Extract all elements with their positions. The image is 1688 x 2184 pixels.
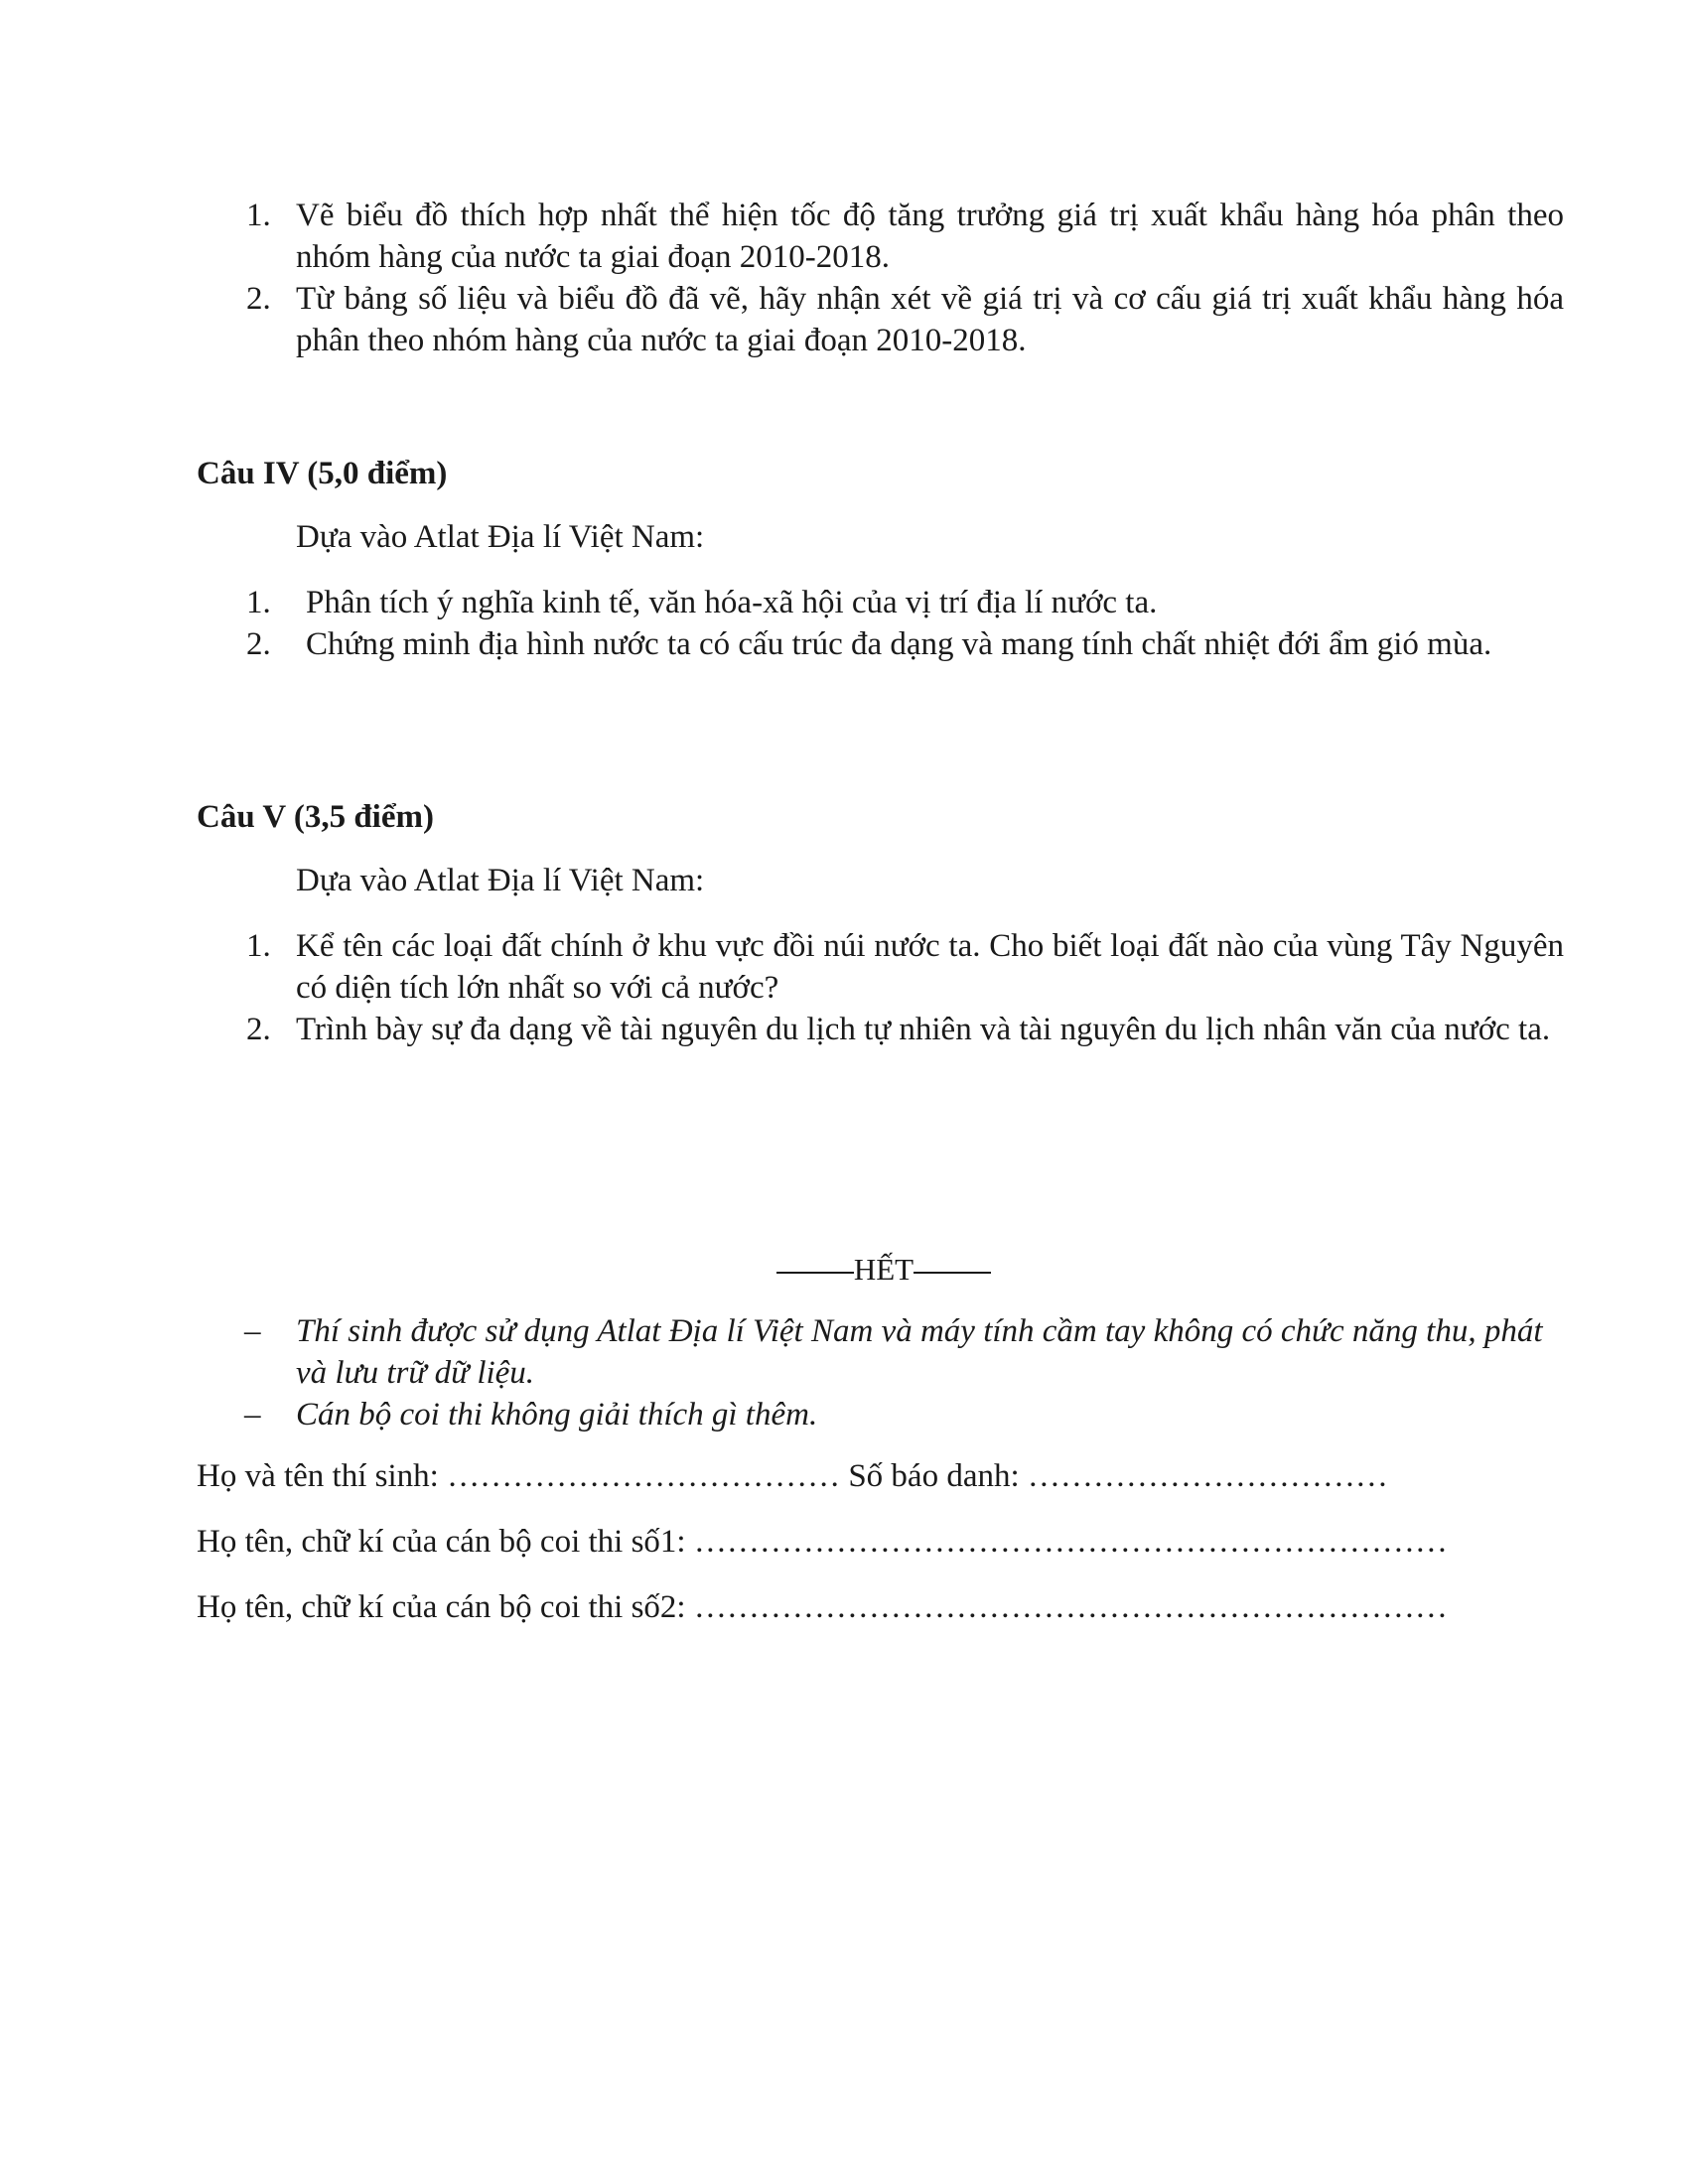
question-iv-heading: Câu IV (5,0 điểm) <box>197 456 448 491</box>
item-number: 1. <box>246 585 271 620</box>
proctor2-blank: …………………………………………………………… <box>693 1589 1448 1625</box>
proctor1-blank: …………………………………………………………… <box>693 1524 1448 1560</box>
item-text: Kể tên các loại đất chính ở khu vực đồi núi nước ta. Cho biết loại đất nào của vùng Tây Nguyên có diện tích lớn nhất so với cả nước? <box>296 928 1564 1006</box>
item-text: Trình bày sự đa dạng về tài nguyên du lịch tự nhiên và tài nguyên du lịch nhân văn của nước ta. <box>296 1012 1551 1047</box>
item-number: 1. <box>246 198 271 233</box>
candidate-number-label: Số báo danh: <box>848 1458 1020 1494</box>
list-item <box>238 582 1564 623</box>
candidate-info-line <box>197 1455 1388 1497</box>
item-text: Phân tích ý nghĩa kinh tế, văn hóa-xã hội của vị trí địa lí nước ta. <box>306 585 1158 620</box>
note-dash: – <box>244 1313 261 1349</box>
note-dash: – <box>244 1397 261 1433</box>
item-number: 2. <box>246 626 271 662</box>
item-text: Từ bảng số liệu và biểu đồ đã vẽ, hãy nhận xét về giá trị và cơ cấu giá trị xuất khẩu hàng hóa phân theo nhóm hàng của nước ta giai đoạn 2010-2018. <box>296 281 1564 358</box>
note-item <box>238 1394 1564 1435</box>
end-marker <box>735 1249 1033 1291</box>
note-text: Thí sinh được sử dụng Atlat Địa lí Việt Nam và máy tính cầm tay không có chức năng thu, phát và lưu trữ dữ liệu. <box>296 1313 1543 1391</box>
end-marker-text: HẾT <box>853 1252 914 1287</box>
list-item <box>238 623 1564 665</box>
note-item <box>238 1310 1564 1394</box>
proctor1-label: Họ tên, chữ kí của cán bộ coi thi số1: <box>197 1524 686 1560</box>
question-v-list <box>238 925 1564 1050</box>
list-item <box>238 278 1564 361</box>
question-v-intro: Dựa vào Atlat Địa lí Việt Nam: <box>296 863 705 898</box>
item-number: 1. <box>246 928 271 964</box>
candidate-name-label: Họ và tên thí sinh: <box>197 1458 439 1494</box>
list-item <box>238 195 1564 278</box>
question-iv-list <box>238 582 1564 665</box>
proctor1-line <box>197 1521 1448 1563</box>
note-text: Cán bộ coi thi không giải thích gì thêm. <box>296 1397 818 1433</box>
item-number: 2. <box>246 281 271 317</box>
proctor2-line <box>197 1586 1448 1628</box>
candidate-name-blank: ……………………………… <box>447 1458 841 1494</box>
question-v-heading: Câu V (3,5 điểm) <box>197 799 434 835</box>
exam-notes <box>238 1310 1564 1435</box>
item-text: Chứng minh địa hình nước ta có cấu trúc đa dạng và mang tính chất nhiệt đới ẩm gió mùa. <box>306 626 1492 662</box>
part-iii-list <box>238 195 1564 361</box>
list-item <box>238 925 1564 1009</box>
candidate-number-blank: …………………………… <box>1027 1458 1388 1494</box>
question-iv-intro: Dựa vào Atlat Địa lí Việt Nam: <box>296 519 705 555</box>
end-marker-line-right <box>914 1272 991 1274</box>
end-marker-line-left <box>776 1272 854 1274</box>
item-number: 2. <box>246 1012 271 1047</box>
item-text: Vẽ biểu đồ thích hợp nhất thể hiện tốc độ tăng trưởng giá trị xuất khẩu hàng hóa phân theo nhóm hàng của nước ta giai đoạn 2010-2018. <box>296 198 1564 275</box>
list-item <box>238 1009 1564 1050</box>
proctor2-label: Họ tên, chữ kí của cán bộ coi thi số2: <box>197 1589 686 1625</box>
